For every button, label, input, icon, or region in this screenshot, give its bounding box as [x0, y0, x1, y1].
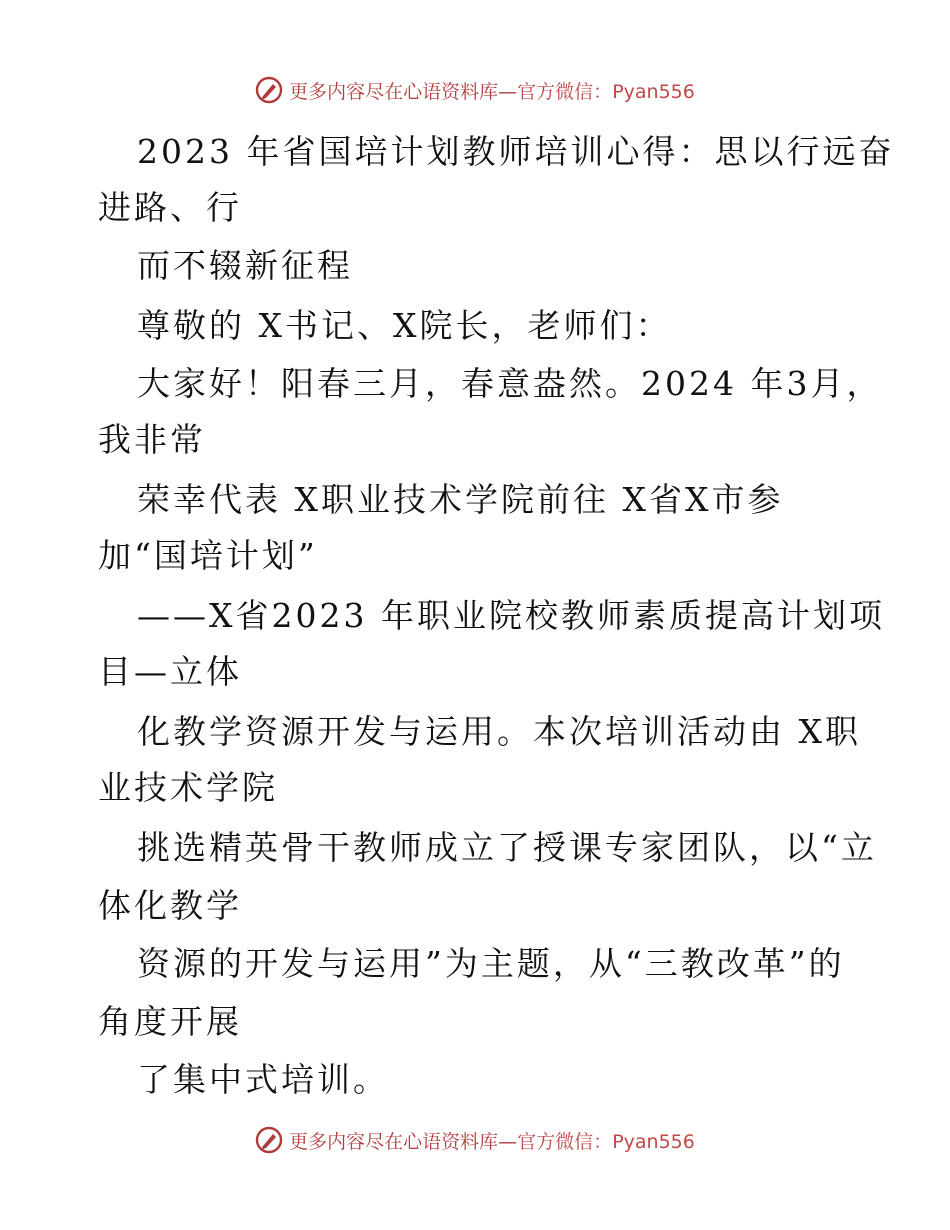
doc-line: 2023 年省国培计划教师培训心得：思以行远奋 [137, 132, 895, 171]
doc-line: 荣幸代表 X职业技术学院前往 X省X市参 [137, 480, 784, 519]
doc-line: 尊敬的 X书记、X院长，老师们： [137, 306, 672, 345]
header-banner [0, 70, 950, 110]
doc-line: 了集中式培训。 [137, 1060, 389, 1099]
doc-line: 目—立体 [98, 652, 242, 691]
pen-logo-icon [255, 76, 283, 104]
doc-line: 角度开展 [98, 1002, 242, 1041]
doc-line: 挑选精英骨干教师成立了授课专家团队，以“立 [137, 828, 877, 867]
footer-banner [0, 1120, 950, 1160]
banner-text: 更多内容尽在心语资料库—官方微信：Pyan556 [289, 80, 695, 103]
doc-line: 进路、行 [98, 188, 242, 227]
doc-line: 而不辍新征程 [137, 246, 353, 285]
pen-logo-icon [255, 1126, 283, 1154]
doc-line: 加“国培计划” [98, 536, 318, 575]
doc-line: 化教学资源开发与运用。本次培训活动由 X职 [137, 712, 861, 751]
doc-line: 我非常 [98, 420, 206, 459]
doc-line: 体化教学 [98, 886, 242, 925]
doc-line: 大家好！阳春三月，春意盎然。2024 年3月， [137, 364, 883, 403]
doc-line: ——X省2023 年职业院校教师素质提高计划项 [137, 596, 885, 635]
doc-line: 资源的开发与运用”为主题，从“三教改革”的 [137, 944, 845, 983]
banner-text: 更多内容尽在心语资料库—官方微信：Pyan556 [289, 1130, 695, 1153]
doc-line: 业技术学院 [98, 768, 278, 807]
